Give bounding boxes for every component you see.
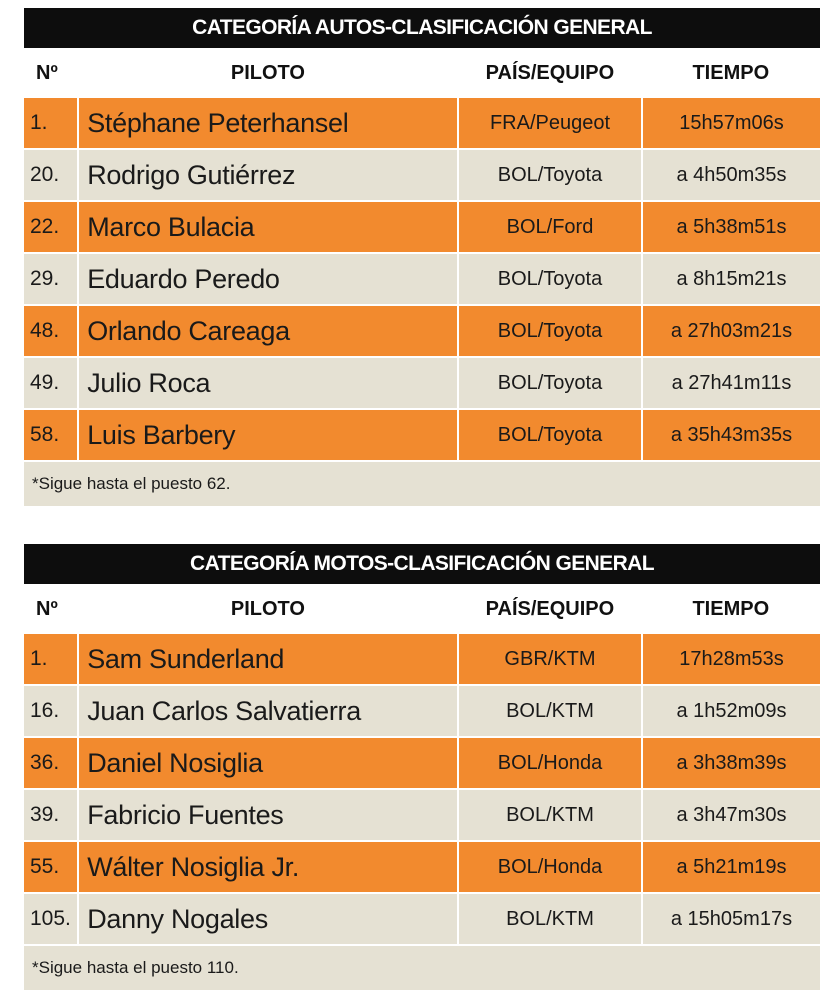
- time-cell: a 3h47m30s: [643, 790, 820, 840]
- autos-header-row: [24, 48, 820, 98]
- position-cell: 29.: [24, 254, 77, 304]
- motos-table-title: CATEGORÍA MOTOS-CLASIFICACIÓN GENERAL: [24, 544, 820, 584]
- time-cell: a 5h38m51s: [643, 202, 820, 252]
- time-cell: a 4h50m35s: [643, 150, 820, 200]
- header-pilot: PILOTO: [230, 61, 305, 84]
- autos-footnote: *Sigue hasta el puesto 62.: [24, 462, 820, 506]
- team-cell: FRA/Peugeot: [459, 98, 641, 148]
- team-cell: BOL/KTM: [459, 790, 641, 840]
- header-team: PAÍS/EQUIPO: [485, 61, 615, 84]
- pilot-cell: Stéphane Peterhansel: [79, 98, 457, 148]
- time-cell: a 8h15m21s: [643, 254, 820, 304]
- table-row: [24, 738, 820, 788]
- position-cell: 1.: [24, 634, 77, 684]
- time-cell: a 5h21m19s: [643, 842, 820, 892]
- pilot-cell: Danny Nogales: [79, 894, 457, 944]
- team-cell: BOL/Toyota: [459, 254, 641, 304]
- table-row: [24, 254, 820, 304]
- pilot-cell: Daniel Nosiglia: [79, 738, 457, 788]
- pilot-cell: Sam Sunderland: [79, 634, 457, 684]
- table-row: [24, 686, 820, 736]
- position-cell: 49.: [24, 358, 77, 408]
- motos-standings-table: [24, 544, 820, 990]
- pilot-cell: Orlando Careaga: [79, 306, 457, 356]
- header-no: Nº: [36, 597, 58, 620]
- time-cell: 15h57m06s: [643, 98, 820, 148]
- team-cell: BOL/KTM: [459, 686, 641, 736]
- autos-table-title: CATEGORÍA AUTOS-CLASIFICACIÓN GENERAL: [24, 8, 820, 48]
- team-cell: BOL/Toyota: [459, 358, 641, 408]
- table-row: [24, 150, 820, 200]
- header-pilot: PILOTO: [230, 597, 305, 620]
- header-time: TIEMPO: [692, 61, 770, 84]
- position-cell: 55.: [24, 842, 77, 892]
- position-cell: 36.: [24, 738, 77, 788]
- table-row: [24, 410, 820, 460]
- motos-footnote: *Sigue hasta el puesto 110.: [24, 946, 820, 990]
- position-cell: 22.: [24, 202, 77, 252]
- time-cell: a 35h43m35s: [643, 410, 820, 460]
- pilot-cell: Julio Roca: [79, 358, 457, 408]
- position-cell: 39.: [24, 790, 77, 840]
- pilot-cell: Luis Barbery: [79, 410, 457, 460]
- table-row: [24, 842, 820, 892]
- motos-header-row: [24, 584, 820, 634]
- time-cell: a 27h41m11s: [643, 358, 820, 408]
- table-row: [24, 202, 820, 252]
- position-cell: 48.: [24, 306, 77, 356]
- header-team: PAÍS/EQUIPO: [485, 597, 615, 620]
- position-cell: 105.: [24, 894, 77, 944]
- table-row: [24, 358, 820, 408]
- position-cell: 1.: [24, 98, 77, 148]
- pilot-cell: Fabricio Fuentes: [79, 790, 457, 840]
- autos-standings-table: [24, 8, 820, 506]
- team-cell: BOL/Honda: [459, 738, 641, 788]
- time-cell: a 27h03m21s: [643, 306, 820, 356]
- header-no: Nº: [36, 61, 58, 84]
- pilot-cell: Wálter Nosiglia Jr.: [79, 842, 457, 892]
- time-cell: a 15h05m17s: [643, 894, 820, 944]
- team-cell: BOL/KTM: [459, 894, 641, 944]
- pilot-cell: Rodrigo Gutiérrez: [79, 150, 457, 200]
- pilot-cell: Juan Carlos Salvatierra: [79, 686, 457, 736]
- team-cell: GBR/KTM: [459, 634, 641, 684]
- team-cell: BOL/Honda: [459, 842, 641, 892]
- table-row: [24, 790, 820, 840]
- pilot-cell: Marco Bulacia: [79, 202, 457, 252]
- team-cell: BOL/Ford: [459, 202, 641, 252]
- header-time: TIEMPO: [692, 597, 770, 620]
- pilot-cell: Eduardo Peredo: [79, 254, 457, 304]
- position-cell: 58.: [24, 410, 77, 460]
- time-cell: 17h28m53s: [643, 634, 820, 684]
- time-cell: a 3h38m39s: [643, 738, 820, 788]
- table-row: [24, 306, 820, 356]
- team-cell: BOL/Toyota: [459, 306, 641, 356]
- position-cell: 16.: [24, 686, 77, 736]
- team-cell: BOL/Toyota: [459, 150, 641, 200]
- table-row: [24, 634, 820, 684]
- team-cell: BOL/Toyota: [459, 410, 641, 460]
- table-row: [24, 894, 820, 944]
- table-row: [24, 98, 820, 148]
- position-cell: 20.: [24, 150, 77, 200]
- time-cell: a 1h52m09s: [643, 686, 820, 736]
